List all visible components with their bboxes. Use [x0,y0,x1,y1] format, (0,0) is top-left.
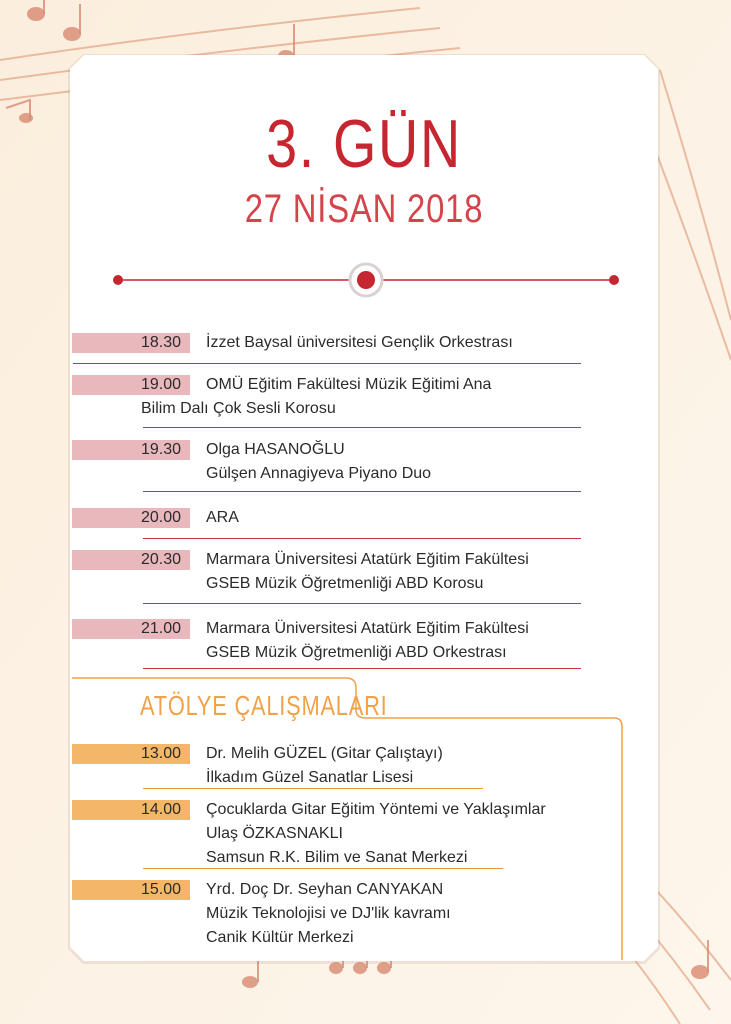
time-label: 14.00 [140,801,181,818]
event-line: Samsun R.K. Bilim ve Sanat Merkezi [206,849,468,866]
event-line: Olga HASANOĞLU [206,441,345,458]
event-line: Dr. Melih GÜZEL (Gitar Çalıştayı) [206,745,443,762]
event-line: ARA [206,509,239,526]
time-label: 19.00 [140,376,181,393]
row-separator [143,868,503,869]
workshops-heading: ATÖLYE ÇALIŞMALARI [140,690,388,721]
row-separator [73,363,581,364]
event-line: Canik Kültür Merkezi [206,929,354,946]
row-separator [143,788,483,789]
event-line: Müzik Teknolojisi ve DJ'lik kavramı [206,905,451,922]
event-line: Gülşen Annagiyeva Piyano Duo [206,465,432,482]
event-line: İzzet Baysal üniversitesi Gençlik Orkestrası [206,334,513,351]
row-separator [143,491,581,492]
event-line: Marmara Üniversitesi Atatürk Eğitim Fakültesi [206,620,529,637]
event-line: Yrd. Doç Dr. Seyhan CANYAKAN [206,881,444,898]
row-separator [143,538,581,539]
event-line: GSEB Müzik Öğretmenliği ABD Orkestrası [206,644,507,661]
time-label: 21.00 [140,620,181,637]
event-line: Bilim Dalı Çok Sesli Korosu [141,400,336,417]
event-line: İlkadım Güzel Sanatlar Lisesi [206,769,414,786]
day-title: 3. GÜN [266,106,462,182]
event-line: Ulaş ÖZKASNAKLI [206,825,343,842]
time-label: 18.30 [140,334,181,351]
day-date: 27 NİSAN 2018 [244,187,484,231]
row-separator [143,427,581,428]
event-line: OMÜ Eğitim Fakültesi Müzik Eğitimi Ana [206,376,492,393]
event-line: Marmara Üniversitesi Atatürk Eğitim Fakültesi [206,551,529,568]
event-line: Çocuklarda Gitar Eğitim Yöntemi ve Yaklaşımlar [206,801,546,818]
time-label: 13.00 [140,745,181,762]
time-label: 20.00 [140,509,181,526]
row-separator [143,603,581,604]
header-divider [112,262,620,298]
event-line: GSEB Müzik Öğretmenliği ABD Korosu [206,575,484,592]
time-label: 15.00 [140,881,181,898]
time-label: 19.30 [140,441,181,458]
row-separator [143,668,581,669]
time-label: 20.30 [140,551,181,568]
